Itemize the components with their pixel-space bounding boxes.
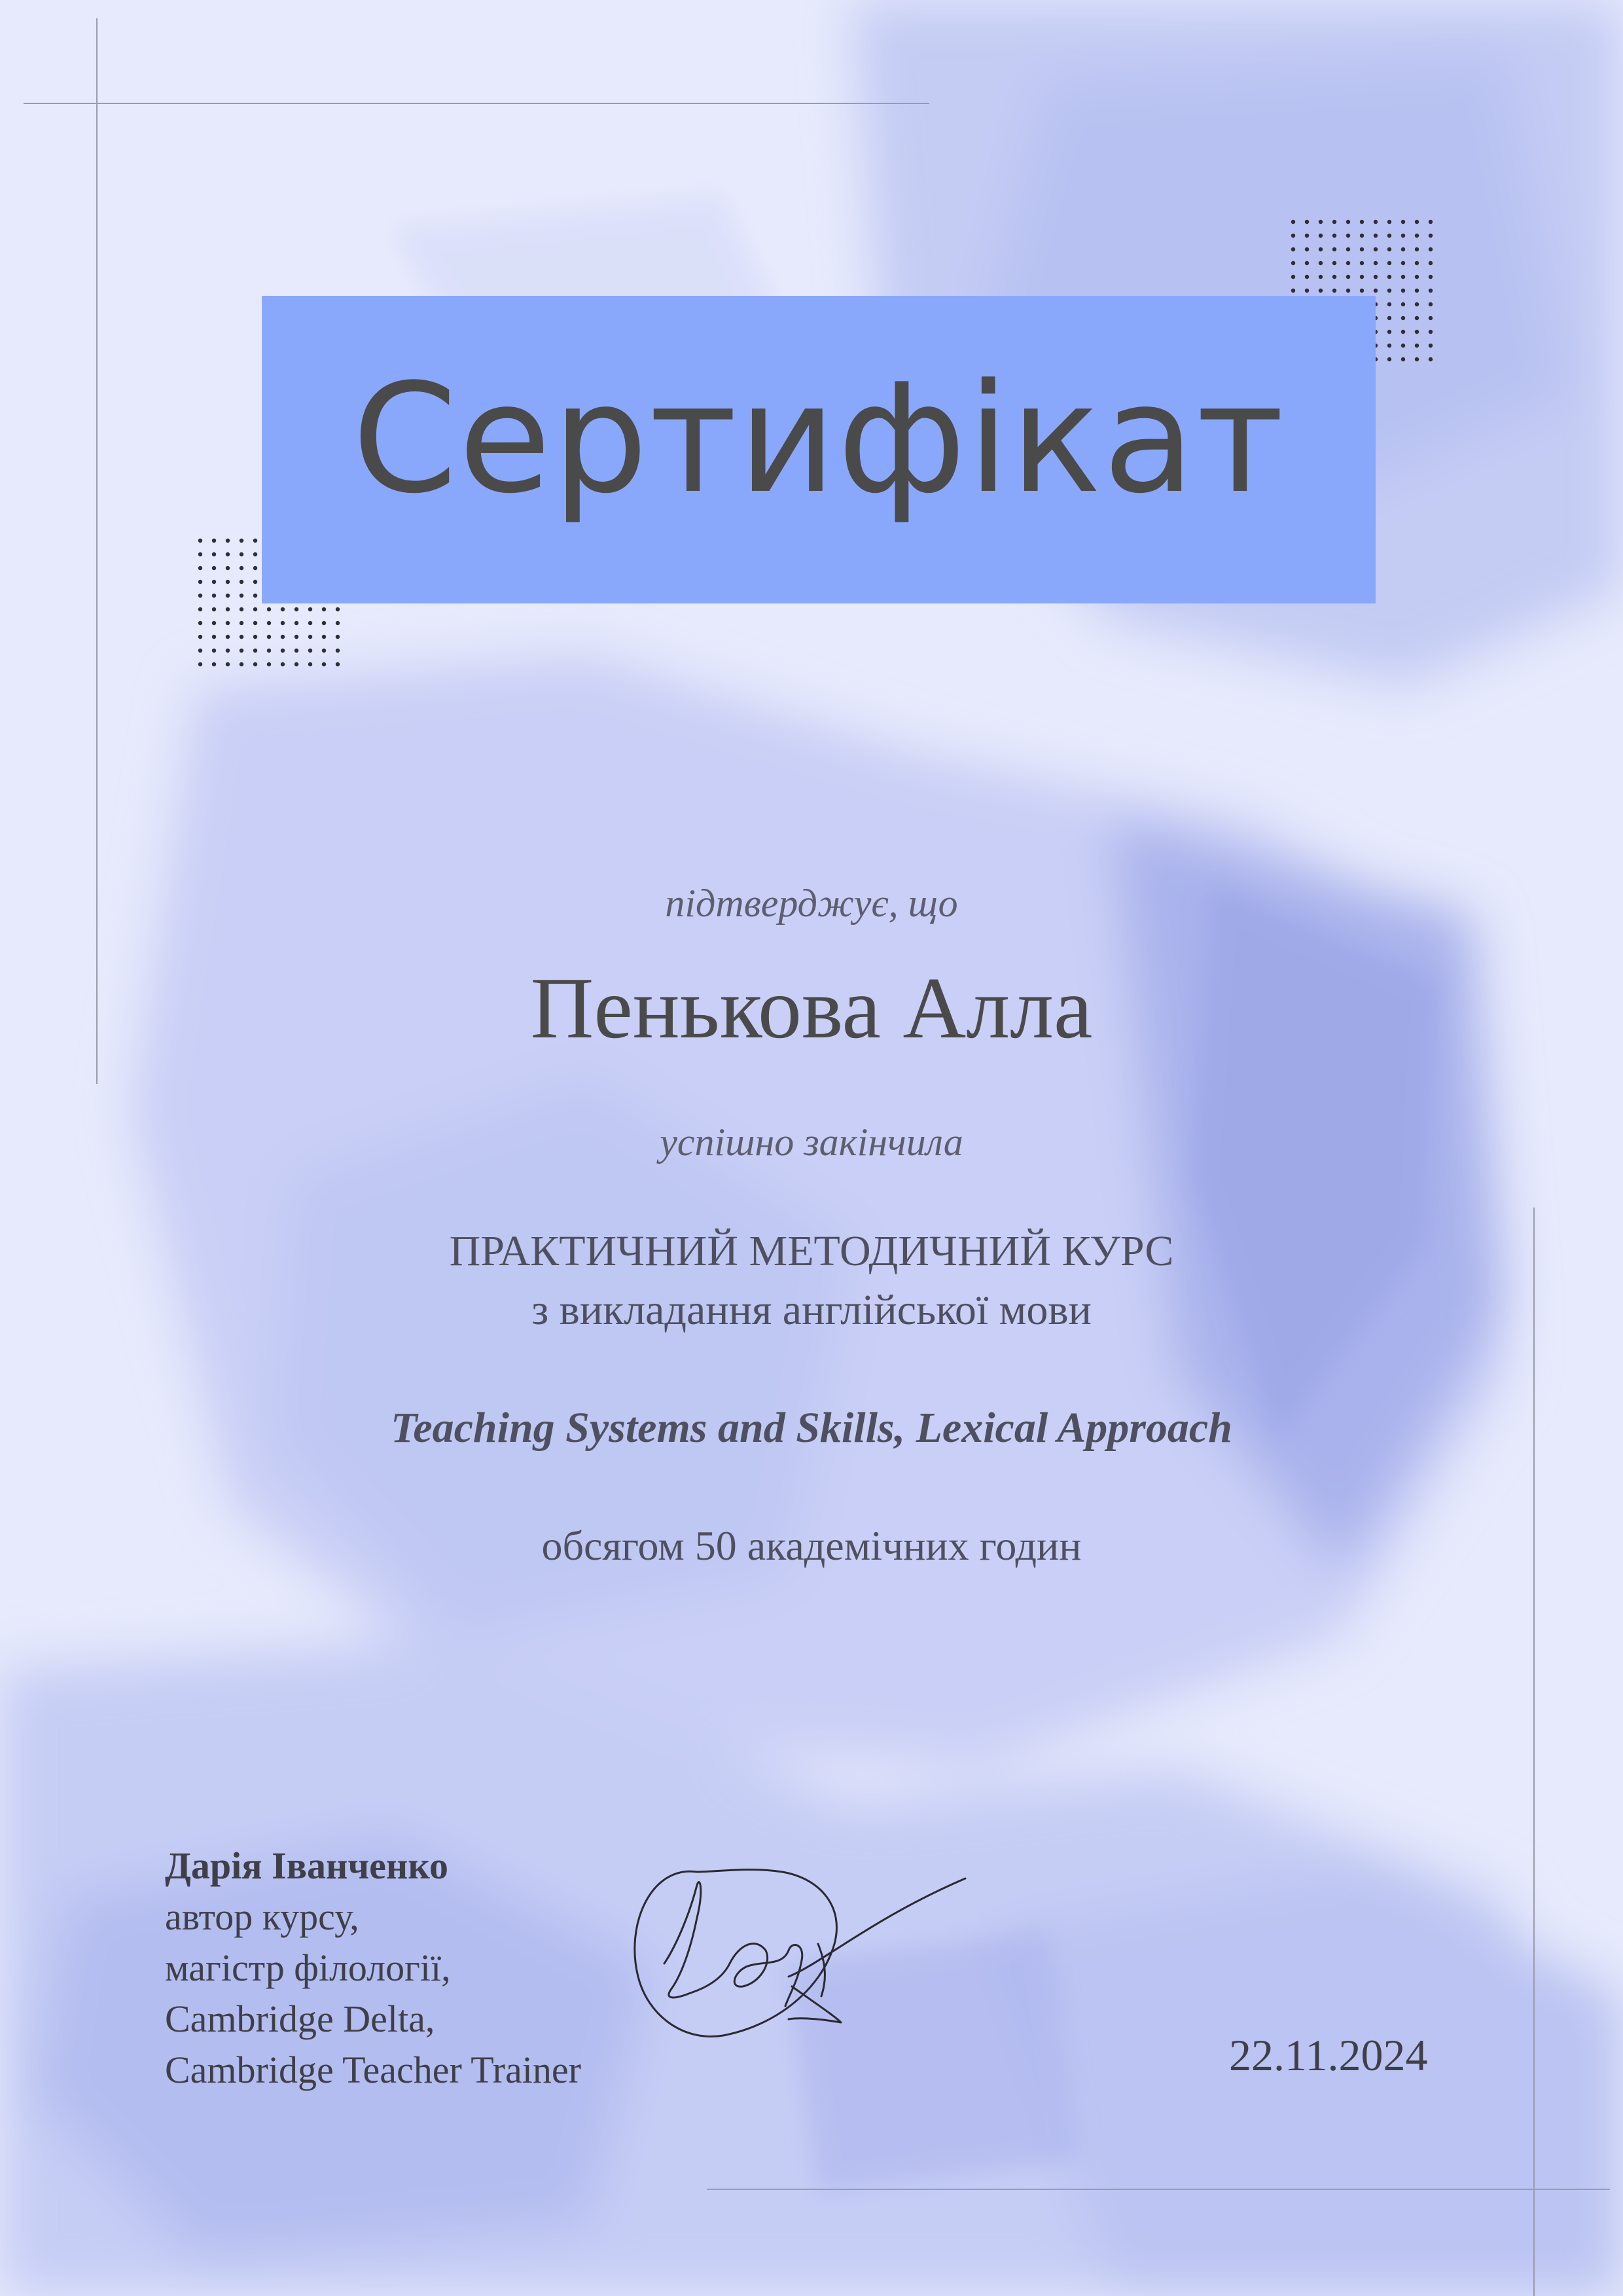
signature bbox=[625, 1846, 978, 2055]
title-banner bbox=[262, 296, 1376, 603]
certificate-title: Сертифікат bbox=[352, 352, 1285, 527]
author-qualification-1: Cambridge Delta, bbox=[165, 1998, 435, 2040]
confirms-text: підтверджує, що bbox=[665, 882, 958, 925]
course-title: Teaching Systems and Skills, Lexical Approach bbox=[391, 1404, 1232, 1452]
author-role: автор курсу, bbox=[165, 1895, 359, 1938]
author-qualification-2: Cambridge Teacher Trainer bbox=[165, 2049, 581, 2091]
frame-line-right bbox=[1533, 1208, 1535, 2296]
completed-text: успішно закінчила bbox=[660, 1121, 963, 1164]
author-name: Дарія Іванченко bbox=[165, 1844, 448, 1887]
frame-line-bottom bbox=[707, 2189, 1610, 2190]
course-line-1: ПРАКТИЧНИЙ МЕТОДИЧНИЙ КУРС bbox=[449, 1227, 1174, 1275]
author-block bbox=[165, 1840, 581, 2096]
frame-line-top bbox=[24, 103, 929, 104]
course-hours: обсягом 50 академічних годин bbox=[541, 1522, 1082, 1569]
issue-date: 22.11.2024 bbox=[1229, 2030, 1428, 2080]
course-line-2: з викладання англійської мови bbox=[531, 1286, 1092, 1334]
recipient-name: Пенькова Алла bbox=[530, 960, 1093, 1056]
author-degree: магістр філології, bbox=[165, 1946, 451, 1989]
